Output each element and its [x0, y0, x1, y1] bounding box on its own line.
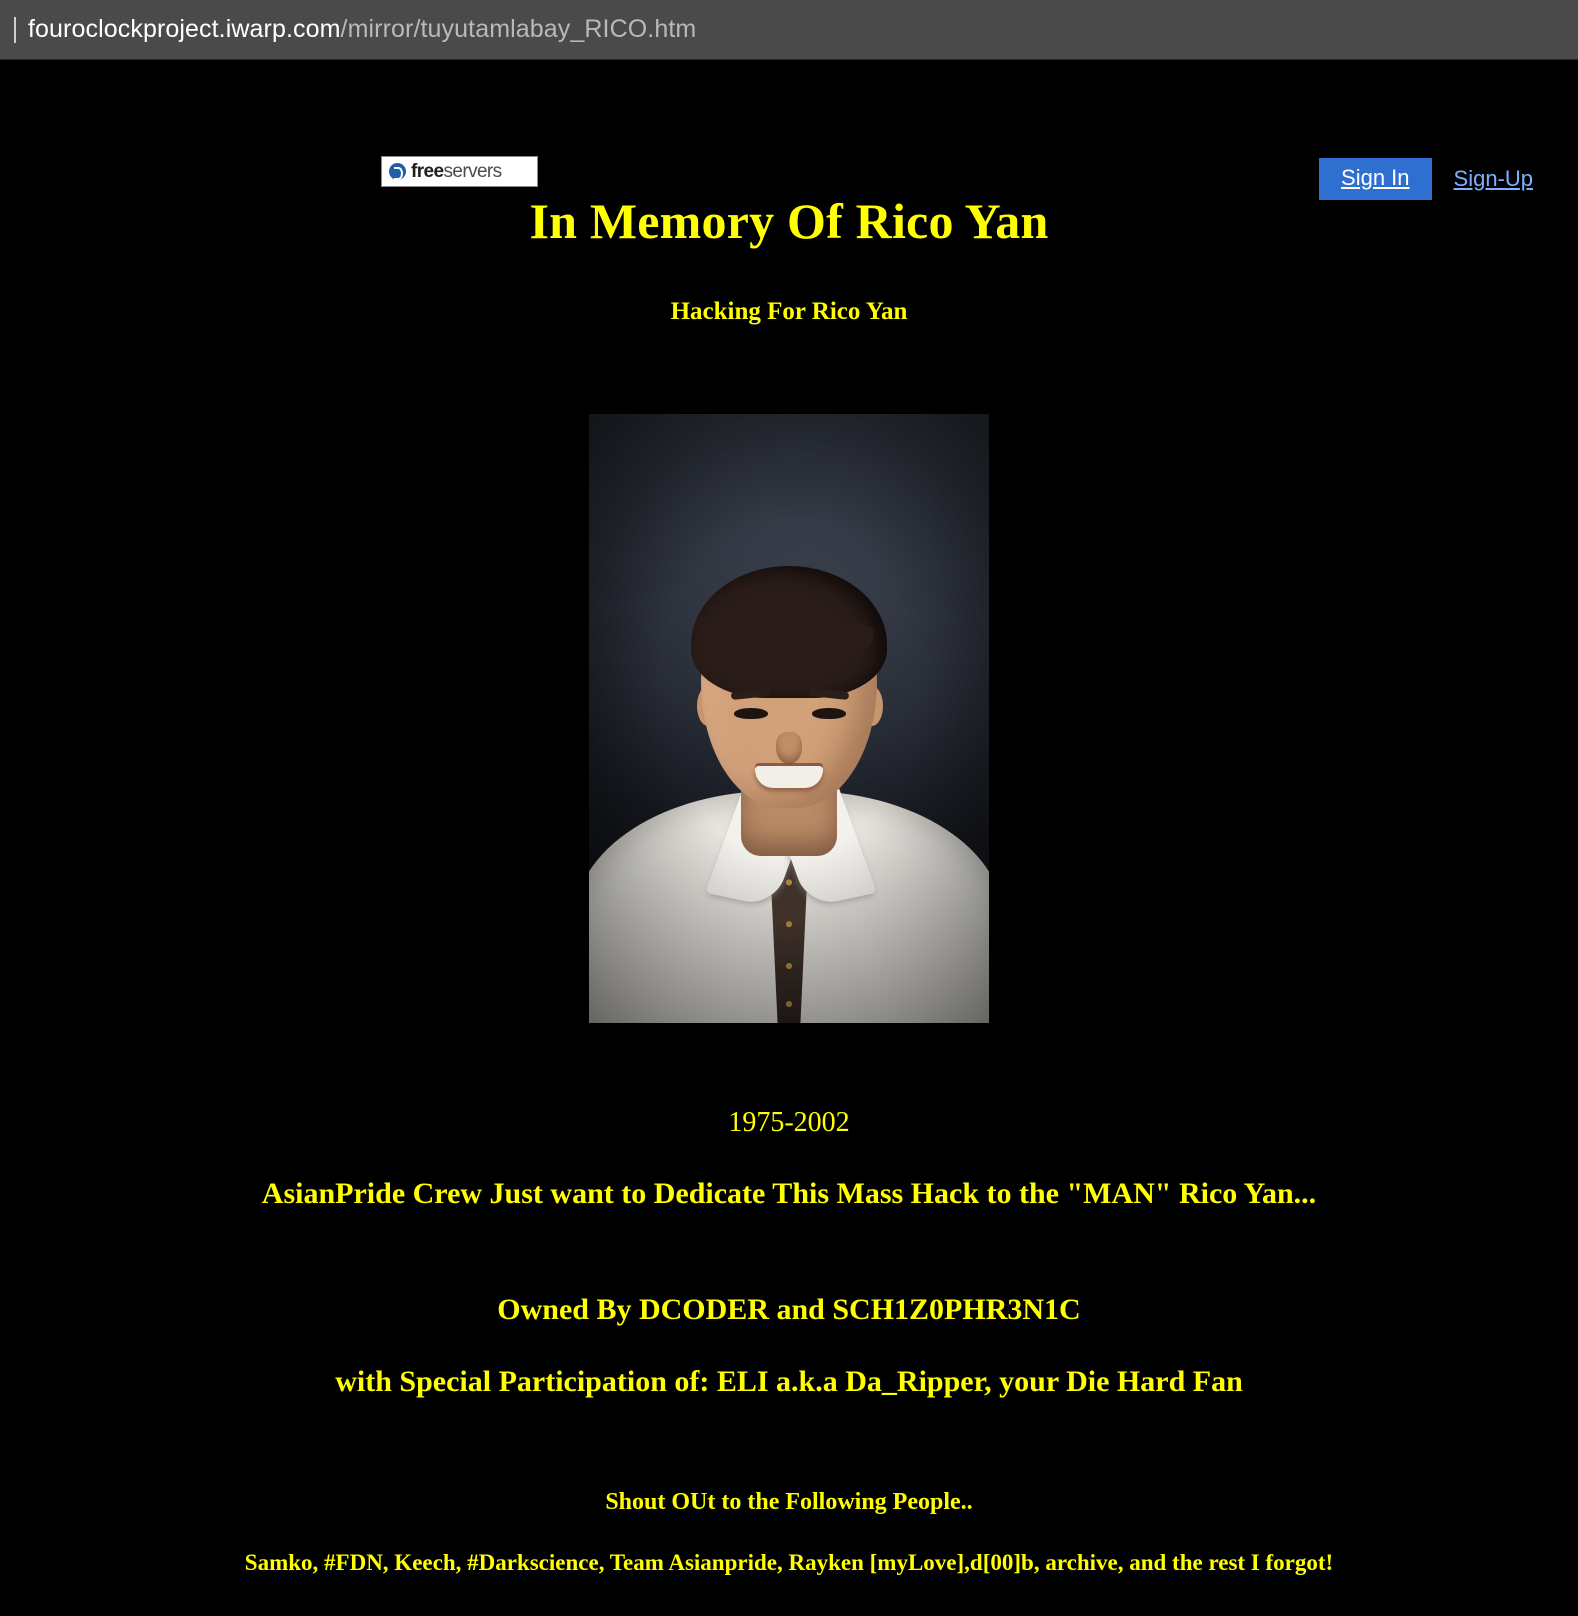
portrait-mouth: [755, 766, 823, 788]
url-host: fouroclockproject.iwarp.com: [28, 15, 341, 43]
freeservers-wordmark: [411, 161, 502, 183]
freeservers-logo[interactable]: [381, 156, 538, 187]
page-subtitle: Hacking For Rico Yan: [670, 298, 908, 325]
url-path: /mirror/tuyutamlabay_RICO.htm: [340, 15, 697, 43]
browser-url-bar[interactable]: [0, 0, 1578, 60]
page-content: [0, 60, 1578, 1616]
auth-controls: [1319, 158, 1533, 200]
portrait-image: [589, 414, 989, 1023]
shout-out-title: Shout OUt to the Following People..: [605, 1489, 973, 1515]
text-cursor: [14, 17, 16, 43]
site-topbar: [0, 60, 1578, 132]
sign-in-button[interactable]: Sign In: [1319, 158, 1432, 200]
page-title: In Memory Of Rico Yan: [529, 193, 1049, 249]
special-participation-text: with Special Participation of: ELI a.k.a Da_Ripper, your Die Hard Fan: [335, 1365, 1243, 1398]
logo-prefix: free: [411, 160, 444, 182]
dedication-text: AsianPride Crew Just want to Dedicate This Mass Hack to the "MAN" Rico Yan...: [261, 1177, 1317, 1210]
life-years: 1975-2002: [728, 1107, 850, 1138]
logo-suffix: servers: [443, 160, 502, 182]
portrait-container: [0, 414, 1578, 1023]
url-text: [28, 15, 696, 44]
portrait-nose: [776, 732, 802, 764]
portrait-eye-left: [734, 708, 768, 719]
owned-by-text: Owned By DCODER and SCH1Z0PHR3N1C: [497, 1293, 1081, 1326]
portrait-eye-right: [812, 708, 846, 719]
sign-up-link[interactable]: Sign-Up: [1453, 166, 1533, 192]
freeservers-mark-icon: [389, 163, 406, 180]
shout-out-list: Samko, #FDN, Keech, #Darkscience, Team Asianpride, Rayken [myLove],d[00]b, archive, and the rest I forgot!: [244, 1550, 1334, 1575]
